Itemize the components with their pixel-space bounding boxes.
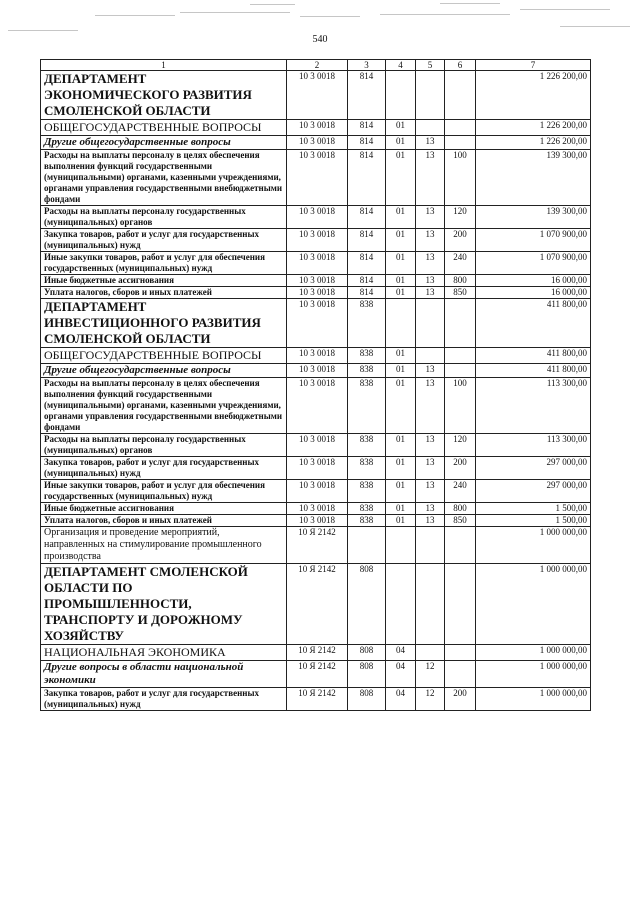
row-name: Иные закупки товаров, работ и услуг для обеспечения государственных (муниципальных) нужд: [41, 252, 287, 275]
expense-type-code: [445, 71, 476, 120]
amount-value: 1 226 200,00: [476, 71, 591, 120]
section-code: 01: [386, 229, 416, 252]
amount-value: 1 226 200,00: [476, 120, 591, 136]
expense-type-code: 800: [445, 275, 476, 287]
column-header: 1: [41, 60, 287, 71]
amount-value: 1 070 900,00: [476, 252, 591, 275]
table-row: [41, 150, 591, 206]
subsection-code: [416, 645, 445, 661]
row-name: Расходы на выплаты персоналу в целях обеспечения выполнения функций государственными (муниципальными) органами, казенными учреждениями, органами управления государственными внебюджетными фондами: [41, 150, 287, 206]
table-row: [41, 120, 591, 136]
ministry-code: [348, 527, 386, 564]
target-article-code: 10 3 0018: [287, 229, 348, 252]
target-article-code: 10 3 0018: [287, 378, 348, 434]
column-header: 5: [416, 60, 445, 71]
section-code: 01: [386, 150, 416, 206]
column-header: 7: [476, 60, 591, 71]
row-name: Другие вопросы в области национальной экономики: [41, 661, 287, 688]
subsection-code: 13: [416, 275, 445, 287]
row-name: Уплата налогов, сборов и иных платежей: [41, 515, 287, 527]
ministry-code: 838: [348, 503, 386, 515]
row-name: Иные бюджетные ассигнования: [41, 275, 287, 287]
expense-type-code: 100: [445, 150, 476, 206]
amount-value: 1 000 000,00: [476, 527, 591, 564]
subsection-code: 13: [416, 503, 445, 515]
budget-table: [40, 59, 591, 711]
subsection-code: 13: [416, 457, 445, 480]
amount-value: 1 000 000,00: [476, 661, 591, 688]
row-name: Расходы на выплаты персоналу государственных (муниципальных) органов: [41, 434, 287, 457]
target-article-code: 10 3 0018: [287, 287, 348, 299]
section-code: [386, 71, 416, 120]
target-article-code: 10 3 0018: [287, 120, 348, 136]
section-code: 04: [386, 645, 416, 661]
amount-value: 1 500,00: [476, 503, 591, 515]
table-row: [41, 527, 591, 564]
amount-value: 297 000,00: [476, 457, 591, 480]
subsection-code: [416, 71, 445, 120]
table-row: [41, 206, 591, 229]
table-row: [41, 378, 591, 434]
ministry-code: 814: [348, 120, 386, 136]
ministry-code: 838: [348, 378, 386, 434]
target-article-code: 10 Я 2142: [287, 527, 348, 564]
ministry-code: 838: [348, 480, 386, 503]
subsection-code: [416, 120, 445, 136]
subsection-code: 13: [416, 136, 445, 150]
section-code: 01: [386, 480, 416, 503]
table-row: [41, 71, 591, 120]
section-code: 01: [386, 434, 416, 457]
expense-type-code: [445, 348, 476, 364]
expense-type-code: [445, 527, 476, 564]
ministry-code: 838: [348, 364, 386, 378]
ministry-code: 814: [348, 275, 386, 287]
ministry-code: 838: [348, 299, 386, 348]
table-row: [41, 564, 591, 645]
expense-type-code: 200: [445, 688, 476, 711]
amount-value: 139 300,00: [476, 206, 591, 229]
table-row: [41, 275, 591, 287]
section-code: 01: [386, 206, 416, 229]
amount-value: 1 226 200,00: [476, 136, 591, 150]
subsection-code: 12: [416, 661, 445, 688]
table-header-row: [41, 60, 591, 71]
section-code: 01: [386, 515, 416, 527]
section-code: 01: [386, 457, 416, 480]
row-name: Расходы на выплаты персоналу государственных (муниципальных) органов: [41, 206, 287, 229]
column-header: 6: [445, 60, 476, 71]
target-article-code: 10 3 0018: [287, 364, 348, 378]
target-article-code: 10 Я 2142: [287, 564, 348, 645]
table-row: [41, 287, 591, 299]
target-article-code: 10 3 0018: [287, 503, 348, 515]
target-article-code: 10 3 0018: [287, 515, 348, 527]
row-name: НАЦИОНАЛЬНАЯ ЭКОНОМИКА: [41, 645, 287, 661]
amount-value: 113 300,00: [476, 434, 591, 457]
amount-value: 16 000,00: [476, 287, 591, 299]
target-article-code: 10 Я 2142: [287, 645, 348, 661]
row-name: ДЕПАРТАМЕНТ ЭКОНОМИЧЕСКОГО РАЗВИТИЯ СМОЛЕНСКОЙ ОБЛАСТИ: [41, 71, 287, 120]
row-name: Организация и проведение мероприятий, направленных на стимулирование промышленного производства: [41, 527, 287, 564]
ministry-code: 814: [348, 287, 386, 299]
section-code: 04: [386, 661, 416, 688]
amount-value: 411 800,00: [476, 299, 591, 348]
expense-type-code: [445, 564, 476, 645]
row-name: Закупка товаров, работ и услуг для государственных (муниципальных) нужд: [41, 229, 287, 252]
subsection-code: 13: [416, 252, 445, 275]
ministry-code: 808: [348, 564, 386, 645]
target-article-code: 10 3 0018: [287, 150, 348, 206]
column-header: 3: [348, 60, 386, 71]
subsection-code: [416, 348, 445, 364]
subsection-code: 13: [416, 434, 445, 457]
amount-value: 1 000 000,00: [476, 688, 591, 711]
expense-type-code: [445, 136, 476, 150]
table-row: [41, 136, 591, 150]
expense-type-code: [445, 364, 476, 378]
ministry-code: 808: [348, 661, 386, 688]
ministry-code: 814: [348, 252, 386, 275]
ministry-code: 838: [348, 515, 386, 527]
section-code: 04: [386, 688, 416, 711]
ministry-code: 808: [348, 688, 386, 711]
row-name: Уплата налогов, сборов и иных платежей: [41, 287, 287, 299]
subsection-code: 13: [416, 515, 445, 527]
ministry-code: 838: [348, 457, 386, 480]
table-row: [41, 434, 591, 457]
row-name: ДЕПАРТАМЕНТ СМОЛЕНСКОЙ ОБЛАСТИ ПО ПРОМЫШЛЕННОСТИ, ТРАНСПОРТУ И ДОРОЖНОМУ ХОЗЯЙСТВУ: [41, 564, 287, 645]
column-header: 4: [386, 60, 416, 71]
expense-type-code: 800: [445, 503, 476, 515]
section-code: [386, 527, 416, 564]
page-number: 540: [312, 34, 328, 45]
table-row: [41, 364, 591, 378]
row-name: ДЕПАРТАМЕНТ ИНВЕСТИЦИОННОГО РАЗВИТИЯ СМОЛЕНСКОЙ ОБЛАСТИ: [41, 299, 287, 348]
row-name: Закупка товаров, работ и услуг для государственных (муниципальных) нужд: [41, 457, 287, 480]
expense-type-code: [445, 661, 476, 688]
subsection-code: 13: [416, 229, 445, 252]
expense-type-code: 850: [445, 287, 476, 299]
table-row: [41, 299, 591, 348]
section-code: 01: [386, 364, 416, 378]
row-name: Другие общегосударственные вопросы: [41, 364, 287, 378]
expense-type-code: 240: [445, 252, 476, 275]
target-article-code: 10 3 0018: [287, 206, 348, 229]
amount-value: 411 800,00: [476, 348, 591, 364]
ministry-code: 814: [348, 150, 386, 206]
target-article-code: 10 3 0018: [287, 71, 348, 120]
subsection-code: 12: [416, 688, 445, 711]
table-row: [41, 480, 591, 503]
row-name: Иные бюджетные ассигнования: [41, 503, 287, 515]
expense-type-code: 120: [445, 206, 476, 229]
expense-type-code: 850: [445, 515, 476, 527]
expense-type-code: 200: [445, 229, 476, 252]
subsection-code: 13: [416, 364, 445, 378]
amount-value: 1 500,00: [476, 515, 591, 527]
target-article-code: 10 3 0018: [287, 299, 348, 348]
ministry-code: 814: [348, 71, 386, 120]
row-name: ОБЩЕГОСУДАРСТВЕННЫЕ ВОПРОСЫ: [41, 348, 287, 364]
section-code: 01: [386, 136, 416, 150]
table-row: [41, 348, 591, 364]
section-code: 01: [386, 378, 416, 434]
row-name: Иные закупки товаров, работ и услуг для обеспечения государственных (муниципальных) нужд: [41, 480, 287, 503]
subsection-code: 13: [416, 206, 445, 229]
section-code: [386, 299, 416, 348]
target-article-code: 10 Я 2142: [287, 661, 348, 688]
target-article-code: 10 3 0018: [287, 348, 348, 364]
amount-value: 113 300,00: [476, 378, 591, 434]
ministry-code: 838: [348, 434, 386, 457]
subsection-code: 13: [416, 287, 445, 299]
table-row: [41, 503, 591, 515]
table-row: [41, 661, 591, 688]
subsection-code: [416, 564, 445, 645]
amount-value: 297 000,00: [476, 480, 591, 503]
ministry-code: 814: [348, 136, 386, 150]
amount-value: 411 800,00: [476, 364, 591, 378]
target-article-code: 10 3 0018: [287, 434, 348, 457]
target-article-code: 10 3 0018: [287, 457, 348, 480]
section-code: 01: [386, 252, 416, 275]
expense-type-code: 120: [445, 434, 476, 457]
table-row: [41, 229, 591, 252]
ministry-code: 838: [348, 348, 386, 364]
table-row: [41, 457, 591, 480]
amount-value: 1 000 000,00: [476, 645, 591, 661]
target-article-code: 10 Я 2142: [287, 688, 348, 711]
section-code: 01: [386, 348, 416, 364]
ministry-code: 808: [348, 645, 386, 661]
table-row: [41, 688, 591, 711]
table-row: [41, 645, 591, 661]
section-code: [386, 564, 416, 645]
column-header: 2: [287, 60, 348, 71]
row-name: Другие общегосударственные вопросы: [41, 136, 287, 150]
expense-type-code: [445, 645, 476, 661]
section-code: 01: [386, 275, 416, 287]
expense-type-code: 100: [445, 378, 476, 434]
section-code: 01: [386, 287, 416, 299]
table-row: [41, 252, 591, 275]
subsection-code: [416, 299, 445, 348]
target-article-code: 10 3 0018: [287, 252, 348, 275]
section-code: 01: [386, 503, 416, 515]
expense-type-code: 240: [445, 480, 476, 503]
row-name: Закупка товаров, работ и услуг для государственных (муниципальных) нужд: [41, 688, 287, 711]
target-article-code: 10 3 0018: [287, 480, 348, 503]
row-name: Расходы на выплаты персоналу в целях обеспечения выполнения функций государственными (муниципальными) органами, казенными учреждениями, органами управления государственными внебюджетными фондами: [41, 378, 287, 434]
subsection-code: 13: [416, 150, 445, 206]
amount-value: 16 000,00: [476, 275, 591, 287]
expense-type-code: [445, 299, 476, 348]
section-code: 01: [386, 120, 416, 136]
amount-value: 1 070 900,00: [476, 229, 591, 252]
amount-value: 1 000 000,00: [476, 564, 591, 645]
target-article-code: 10 3 0018: [287, 136, 348, 150]
expense-type-code: 200: [445, 457, 476, 480]
subsection-code: 13: [416, 480, 445, 503]
target-article-code: 10 3 0018: [287, 275, 348, 287]
amount-value: 139 300,00: [476, 150, 591, 206]
subsection-code: [416, 527, 445, 564]
ministry-code: 814: [348, 229, 386, 252]
table-row: [41, 515, 591, 527]
ministry-code: 814: [348, 206, 386, 229]
expense-type-code: [445, 120, 476, 136]
subsection-code: 13: [416, 378, 445, 434]
row-name: ОБЩЕГОСУДАРСТВЕННЫЕ ВОПРОСЫ: [41, 120, 287, 136]
